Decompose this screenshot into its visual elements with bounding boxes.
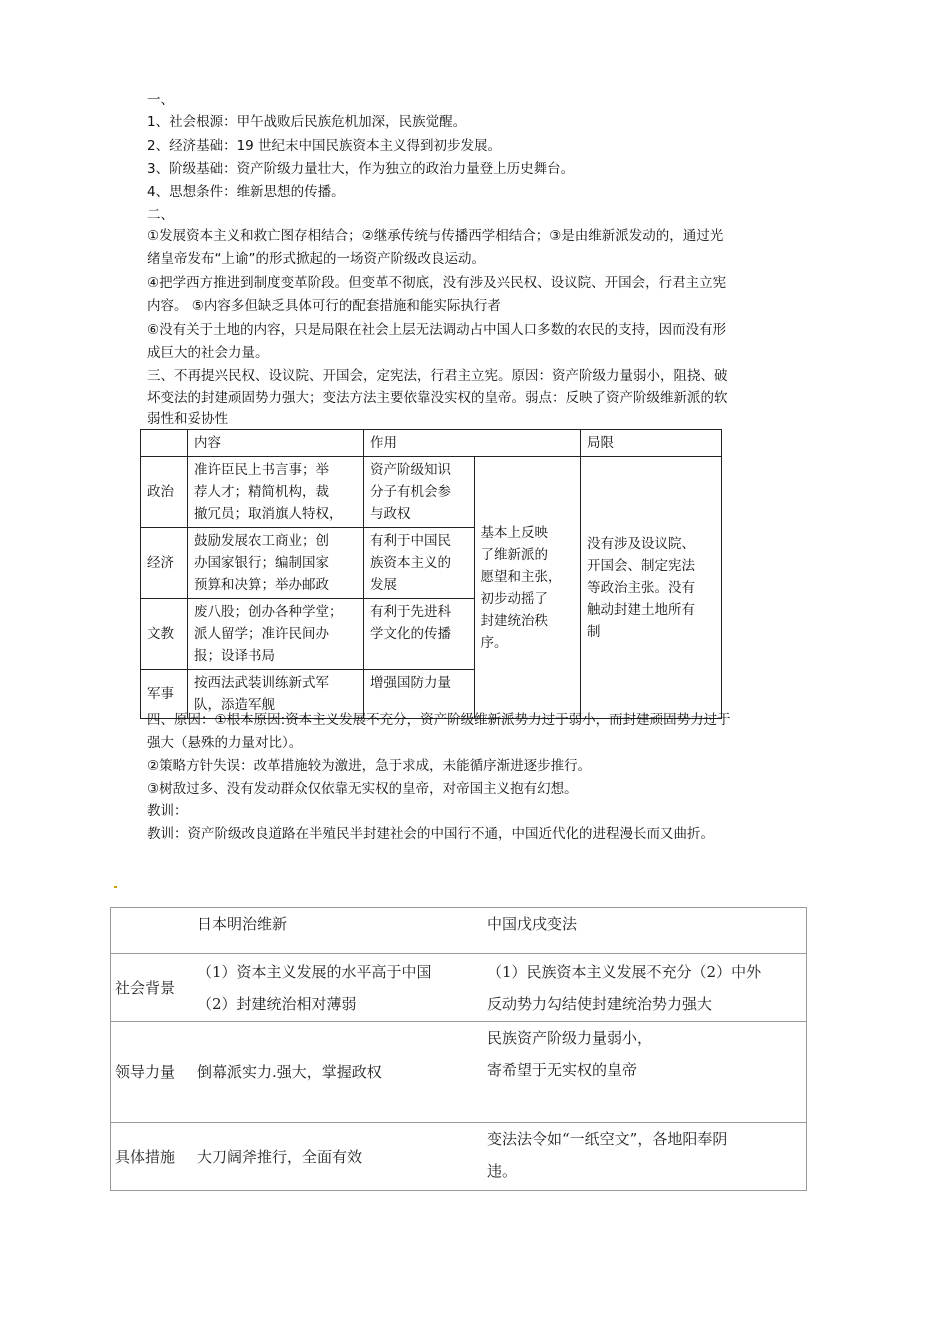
section1-item-2: 2、经济基础：19 世纪末中国民族资本主义得到初步发展。 bbox=[147, 138, 502, 154]
section1-heading: 一、 bbox=[147, 92, 174, 108]
table-row bbox=[141, 457, 722, 528]
section2-p1-line2: 绪皇帝发布“上谕”的形式掀起的一场资产阶级改良运动。 bbox=[147, 251, 485, 267]
section1-item-4: 4、思想条件：维新思想的传播。 bbox=[147, 184, 345, 200]
row-effect: 增强国防力量 bbox=[364, 670, 475, 719]
row-china: （1）民族资本主义发展不充分（2）中外 反动势力勾结使封建统治势力强大 bbox=[483, 954, 807, 1022]
section1-item-1: 1、社会根源：甲午战败后民族危机加深，民族觉醒。 bbox=[147, 114, 467, 130]
section2-p2-line2: 内容。 ⑤内容多但缺乏具体可行的配套措施和能实际执行者 bbox=[147, 298, 501, 314]
limitation-cell: 没有涉及设议院、 开国会、制定宪法 等政治主张。没有 触动封建土地所有 制 bbox=[581, 457, 722, 719]
row-label: 社会背景 bbox=[111, 954, 194, 1022]
row-category: 政治 bbox=[141, 457, 188, 528]
section2-p2-line1: ④把学西方推进到制度变革阶段。但变革不彻底，没有涉及兴民权、设议院、开国会，行君主立宪 bbox=[147, 275, 727, 291]
section4-line6: 教训：资产阶级改良道路在半殖民半封建社会的中国行不通，中国近代化的进程漫长而又曲折。 bbox=[147, 826, 714, 842]
table1-header-limitation: 局限 bbox=[581, 430, 722, 457]
section4-line3: ②策略方针失误：改革措施较为激进，急于求成，未能循序渐进逐步推行。 bbox=[147, 758, 592, 774]
table1-header-blank bbox=[141, 430, 188, 457]
row-china: 民族资产阶级力量弱小， 寄希望于无实权的皇帝 bbox=[483, 1022, 807, 1123]
row-effect: 有利于中国民 族资本主义的 发展 bbox=[364, 528, 475, 599]
row-content: 鼓励发展农工商业；创 办国家银行；编制国家 预算和决算；举办邮政 bbox=[188, 528, 364, 599]
row-japan: 倒幕派实力.强大，掌握政权 bbox=[193, 1022, 483, 1123]
table2-header-japan: 日本明治维新 bbox=[193, 908, 483, 954]
section3-line1: 三、不再提兴民权、设议院、开国会，定宪法，行君主立宪。原因：资产阶级力量弱小，阻挠、破 bbox=[147, 368, 728, 384]
section1-item-3: 3、阶级基础：资产阶级力量壮大，作为独立的政治力量登上历史舞台。 bbox=[147, 161, 575, 177]
row-effect: 有利于先进科 学文化的传播 bbox=[364, 599, 475, 670]
section3-line2: 坏变法的封建顽固势力强大；变法方法主要依靠没实权的皇帝。弱点：反映了资产阶级维新派的软 bbox=[147, 390, 728, 406]
table-row bbox=[111, 1123, 807, 1191]
row-content: 废八股；创办各种学堂； 派人留学；准许民间办 报；设译书局 bbox=[188, 599, 364, 670]
row-japan: 大刀阔斧推行，全面有效 bbox=[193, 1123, 483, 1191]
section2-p1-line1: ①发展资本主义和救亡图存相结合；②继承传统与传播西学相结合；③是由维新派发动的，通过光 bbox=[147, 228, 724, 244]
row-category: 文教 bbox=[141, 599, 188, 670]
merged-effect-cell: 基本上反映 了维新派的 愿望和主张， 初步动摇了 封建统治秩 序。 bbox=[474, 457, 581, 719]
table-row bbox=[111, 1022, 807, 1123]
row-japan: （1）资本主义发展的水平高于中国 （2）封建统治相对薄弱 bbox=[193, 954, 483, 1022]
row-label: 具体措施 bbox=[111, 1123, 194, 1191]
table1-header-effect: 作用 bbox=[364, 430, 581, 457]
section4-line2: 强大（悬殊的力量对比）。 bbox=[147, 735, 303, 751]
section2-heading: 二、 bbox=[147, 207, 174, 223]
row-category: 经济 bbox=[141, 528, 188, 599]
section4-line5: 教训： bbox=[147, 803, 188, 819]
comparison-table bbox=[110, 907, 807, 1191]
row-label: 领导力量 bbox=[111, 1022, 194, 1123]
table2-header-blank bbox=[111, 908, 194, 954]
table-row bbox=[111, 954, 807, 1022]
reform-measures-table bbox=[140, 429, 722, 719]
row-content: 按西法武装训练新式军 队，添造军舰 bbox=[188, 670, 364, 719]
section4-line1: 四、原因：①根本原因:资本主义发展不充分，资产阶级维新派势力过于弱小，而封建顽固势力过于 bbox=[147, 712, 731, 728]
section2-p3-line1: ⑥没有关于土地的内容，只是局限在社会上层无法调动占中国人口多数的农民的支持，因而没有形 bbox=[147, 322, 727, 338]
row-category: 军事 bbox=[141, 670, 188, 719]
table2-header-china: 中国戊戌变法 bbox=[483, 908, 807, 954]
decorative-mark bbox=[114, 886, 117, 888]
section3-line3: 弱性和妥协性 bbox=[147, 411, 228, 427]
section4-line4: ③树敌过多、没有发动群众仅依靠无实权的皇帝，对帝国主义抱有幻想。 bbox=[147, 781, 578, 797]
row-effect: 资产阶级知识 分子有机会参 与政权 bbox=[364, 457, 475, 528]
row-content: 准许臣民上书言事；举 荐人才；精简机构，裁 撤冗员；取消旗人特权， bbox=[188, 457, 364, 528]
section2-p3-line2: 成巨大的社会力量。 bbox=[147, 345, 269, 361]
row-china: 变法法令如“一纸空文”，各地阳奉阴 违。 bbox=[483, 1123, 807, 1191]
table1-header-content: 内容 bbox=[188, 430, 364, 457]
